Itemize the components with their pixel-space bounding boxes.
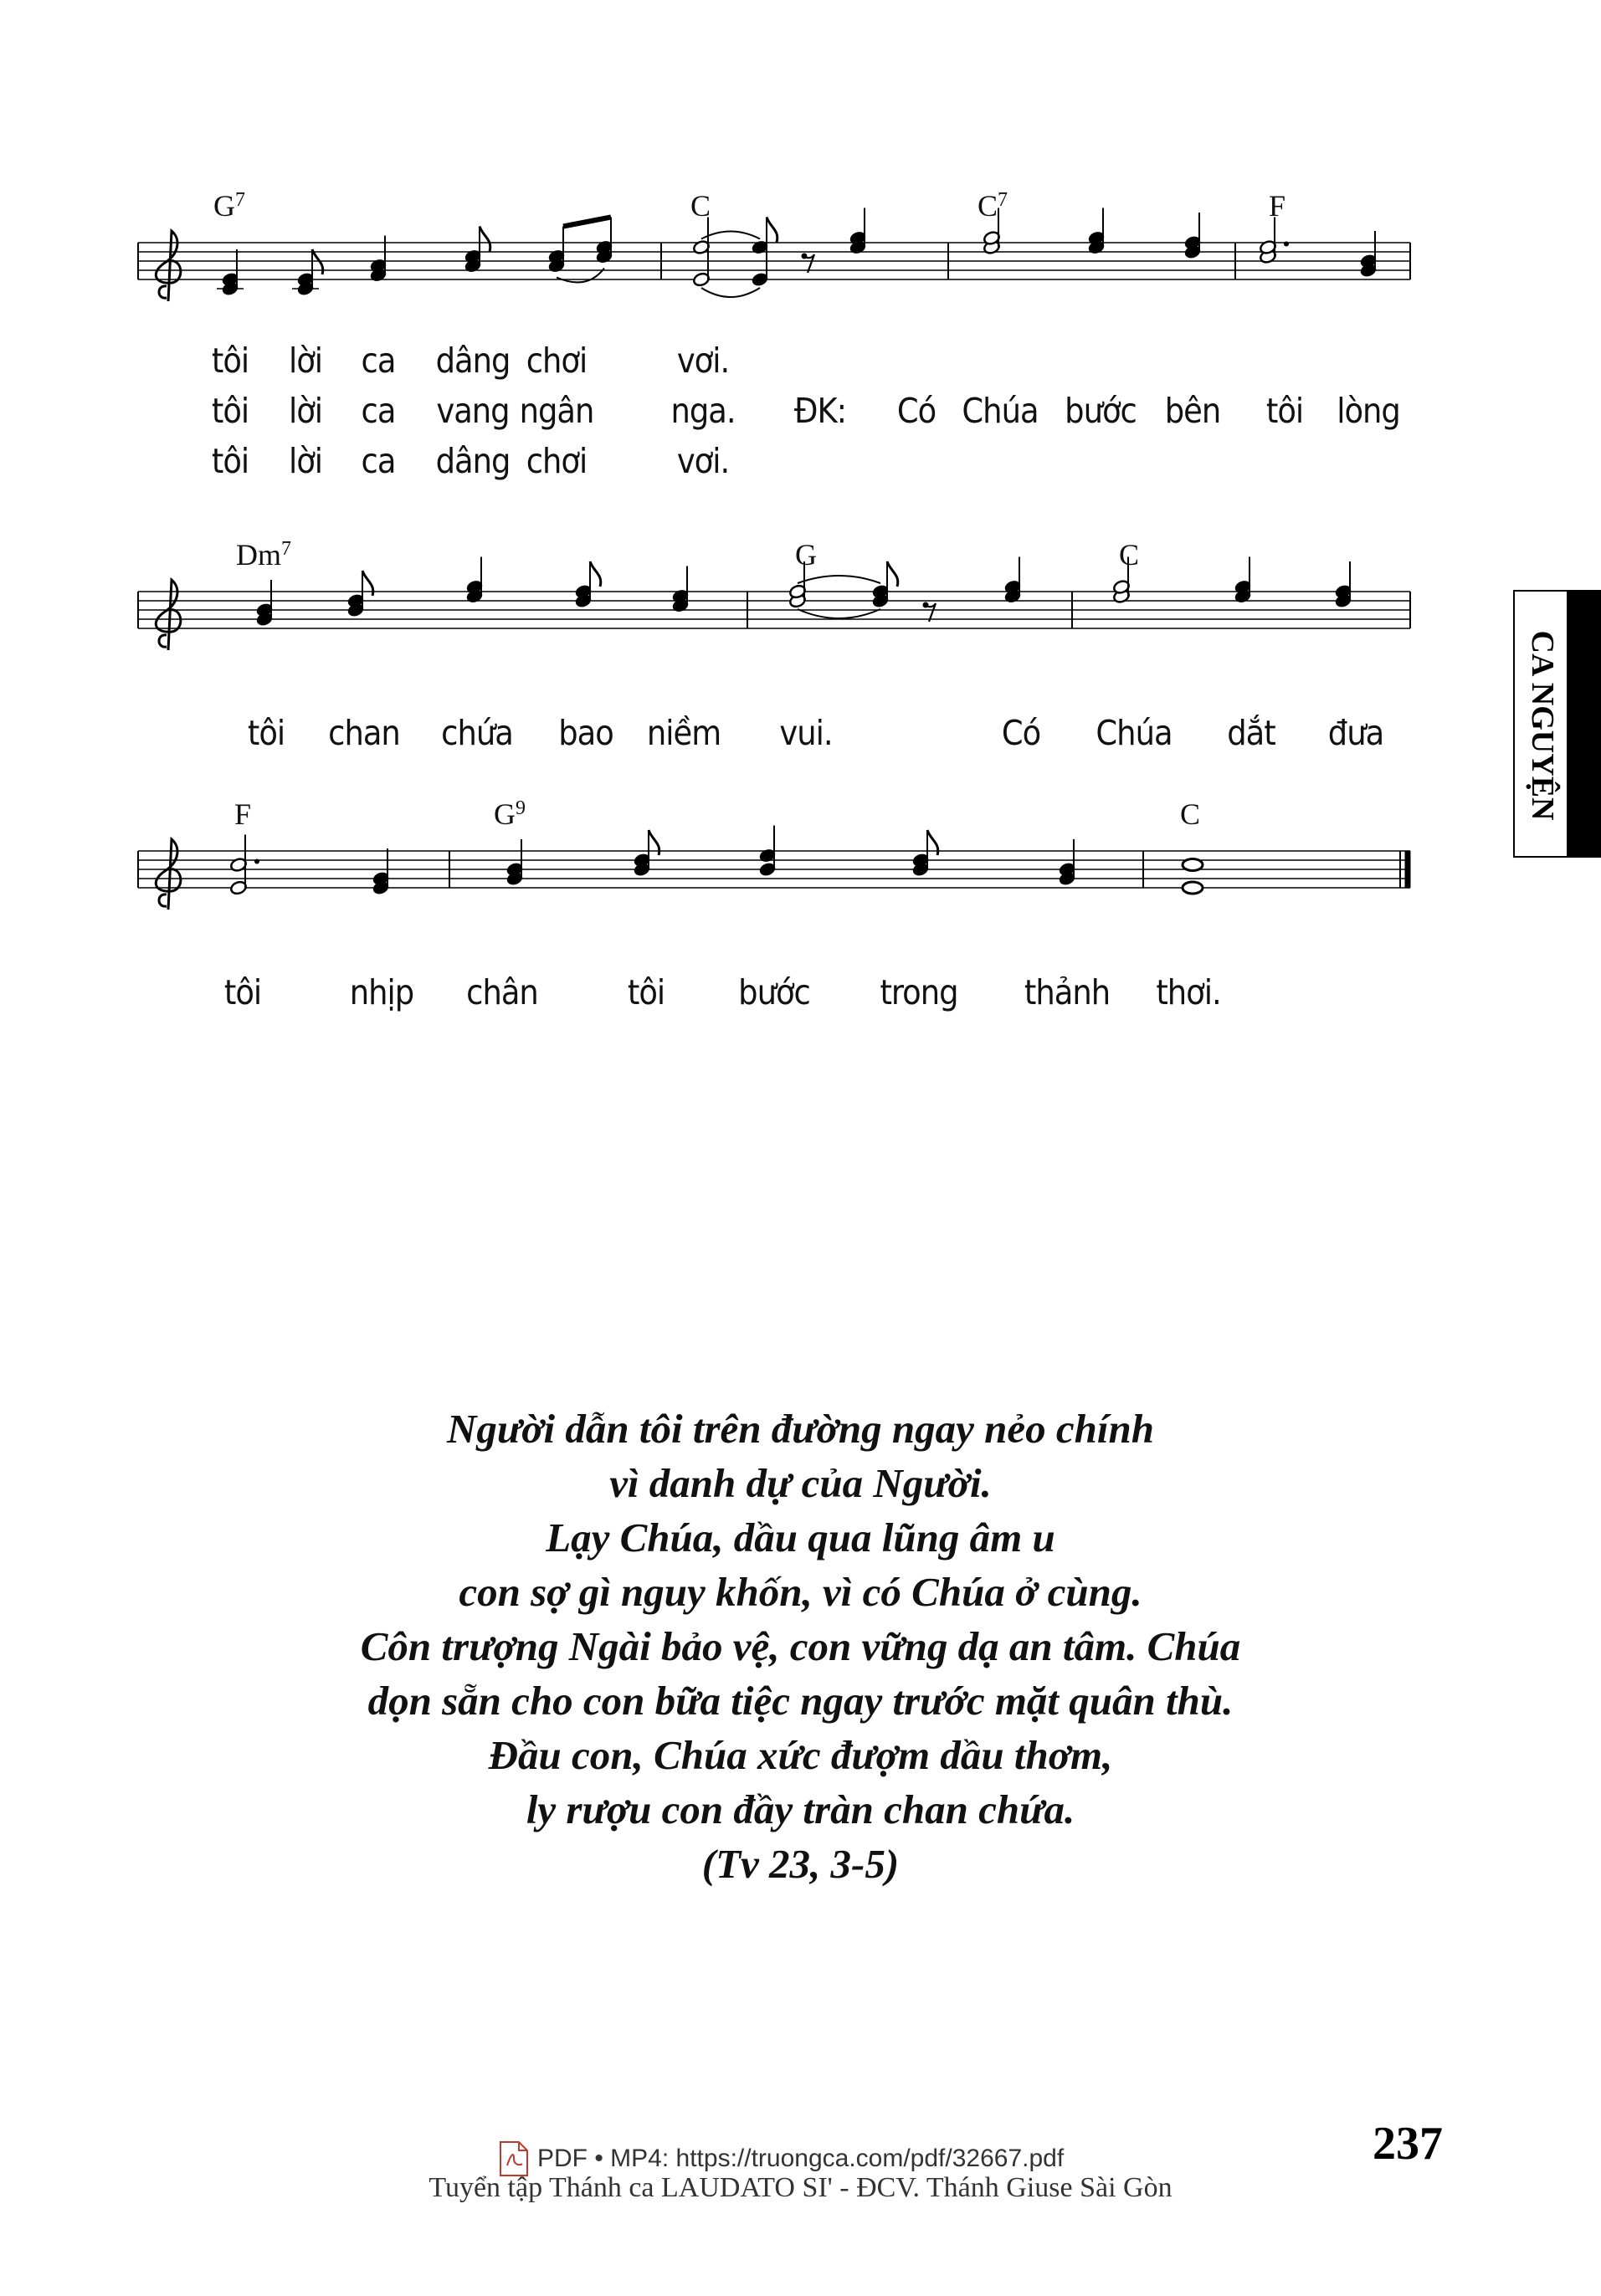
page-number: 237: [1373, 2118, 1443, 2170]
lyric-syllable: vơi.: [676, 441, 730, 481]
dot: [1284, 242, 1289, 247]
lyric-syllable: dắt: [1227, 713, 1275, 753]
chord-symbol: C: [1119, 538, 1140, 571]
lyric-syllable: chơi: [526, 341, 588, 381]
lyric-syllable: Có: [896, 391, 936, 431]
chord-symbol: C: [1180, 797, 1201, 831]
lyric-syllable: bước: [1065, 391, 1137, 431]
verse-line: ly rượu con đầy tràn chan chứa.: [526, 1786, 1075, 1832]
lyric-syllable: ĐK:: [793, 391, 847, 431]
verse-line: dọn sẵn cho con bữa tiệc ngay trước mặt quân thù.: [367, 1678, 1234, 1724]
lyric-syllable: bước: [738, 972, 810, 1012]
chord-symbol: F: [1269, 189, 1286, 223]
chord-symbol: C: [690, 189, 711, 223]
lyric-syllable: thảnh: [1024, 972, 1111, 1012]
music-score: [0, 0, 1601, 1046]
lyric-syllable: niềm: [646, 713, 721, 753]
dot: [254, 859, 259, 864]
lyric-syllable: bao: [558, 713, 613, 753]
lyric-syllable: lòng: [1337, 391, 1400, 431]
lyric-syllable: tôi: [247, 713, 285, 753]
section-tab: [1513, 590, 1601, 858]
lyric-syllable: bên: [1164, 391, 1221, 431]
whole-note-head: [1183, 882, 1203, 894]
lyric-syllable: ca: [361, 441, 396, 481]
note-flag: [480, 227, 490, 252]
note-flag: [590, 561, 601, 587]
section-tab-box: [1513, 590, 1568, 858]
psalm-verse: [0, 1402, 1601, 1891]
lyric-syllable: vui.: [779, 713, 833, 753]
tie: [798, 576, 880, 583]
tie: [701, 288, 760, 297]
lyric-syllable: tôi: [1265, 391, 1304, 431]
treble-clef-icon: [156, 231, 181, 301]
lyric-syllable: đưa: [1327, 713, 1384, 753]
lyric-syllable: chân: [466, 972, 538, 1012]
lyric-syllable: ca: [361, 391, 396, 431]
chord-symbol: $C^7$: [978, 189, 1008, 223]
lyric-syllable: Chúa: [1096, 713, 1173, 753]
pdf-link-text[interactable]: PDF • MP4: https://truongca.com/pdf/32667.pdf: [537, 2145, 1065, 2172]
verse-line: con sợ gì nguy khốn, vì có Chúa ở cùng.: [459, 1569, 1142, 1615]
note-flag: [887, 561, 898, 587]
verse-line: vì danh dự của Người.: [609, 1460, 992, 1506]
beam: [563, 218, 611, 227]
chord-symbol: Dm$^7$: [236, 538, 291, 571]
treble-clef-icon: [156, 580, 181, 650]
lyric-syllable: tôi: [627, 972, 665, 1012]
lyric-syllable: lời: [288, 441, 323, 481]
section-tab-label: CA NGUYỆN: [1525, 630, 1560, 821]
lyric-syllable: vang: [436, 391, 510, 431]
chord-symbol: $G^7$: [213, 189, 245, 223]
lyric-syllable: Có: [1001, 713, 1041, 753]
lyric-syllable: nhịp: [349, 972, 414, 1012]
lyric-syllable: vơi.: [676, 341, 730, 381]
verse-reference: (Tv 23, 3-5): [701, 1841, 900, 1887]
lyric-syllable: tôi: [211, 441, 249, 481]
whole-note-head: [1183, 859, 1203, 871]
lyric-syllable: dâng: [435, 441, 511, 481]
chord-symbol: F: [234, 797, 252, 831]
chord-symbol: $G^9$: [494, 797, 526, 831]
eighth-rest: [802, 254, 808, 259]
verse-line: Người dẫn tôi trên đường ngay nẻo chính: [446, 1406, 1155, 1452]
book-title-footer: Tuyển tập Thánh ca LAUDATO SI' - ĐCV. Thánh Giuse Sài Gòn: [428, 2172, 1173, 2203]
lyric-syllable: chứa: [441, 713, 513, 753]
lyric-syllable: chan: [328, 713, 400, 753]
verse-line: Côn trượng Ngài bảo vệ, con vững dạ an tâm. Chúa: [360, 1623, 1241, 1669]
lyric-syllable: ngân: [519, 391, 594, 431]
lyric-syllable: dâng: [435, 341, 511, 381]
lyric-syllable: thơi.: [1156, 972, 1221, 1012]
lyric-syllable: nga.: [670, 391, 736, 431]
verse-line: Lạy Chúa, dầu qua lũng âm u: [546, 1514, 1055, 1561]
lyric-syllable: Chúa: [962, 391, 1039, 431]
tie: [701, 232, 760, 239]
lyric-syllable: lời: [288, 341, 323, 381]
lyric-syllable: lời: [288, 391, 323, 431]
lyric-syllable: tôi: [223, 972, 262, 1012]
chord-symbol: G: [795, 538, 817, 571]
verse-line: Đầu con, Chúa xức đượm dầu thơm,: [488, 1732, 1113, 1778]
section-tab-bar: [1568, 590, 1601, 858]
lyric-syllable: trong: [880, 972, 958, 1012]
treble-clef-icon: [156, 839, 181, 910]
lyric-syllable: chơi: [526, 441, 588, 481]
lyric-syllable: tôi: [211, 341, 249, 381]
lyric-syllable: ca: [361, 341, 396, 381]
eighth-rest: [923, 602, 929, 608]
note-flag: [767, 218, 777, 243]
lyric-syllable: tôi: [211, 391, 249, 431]
